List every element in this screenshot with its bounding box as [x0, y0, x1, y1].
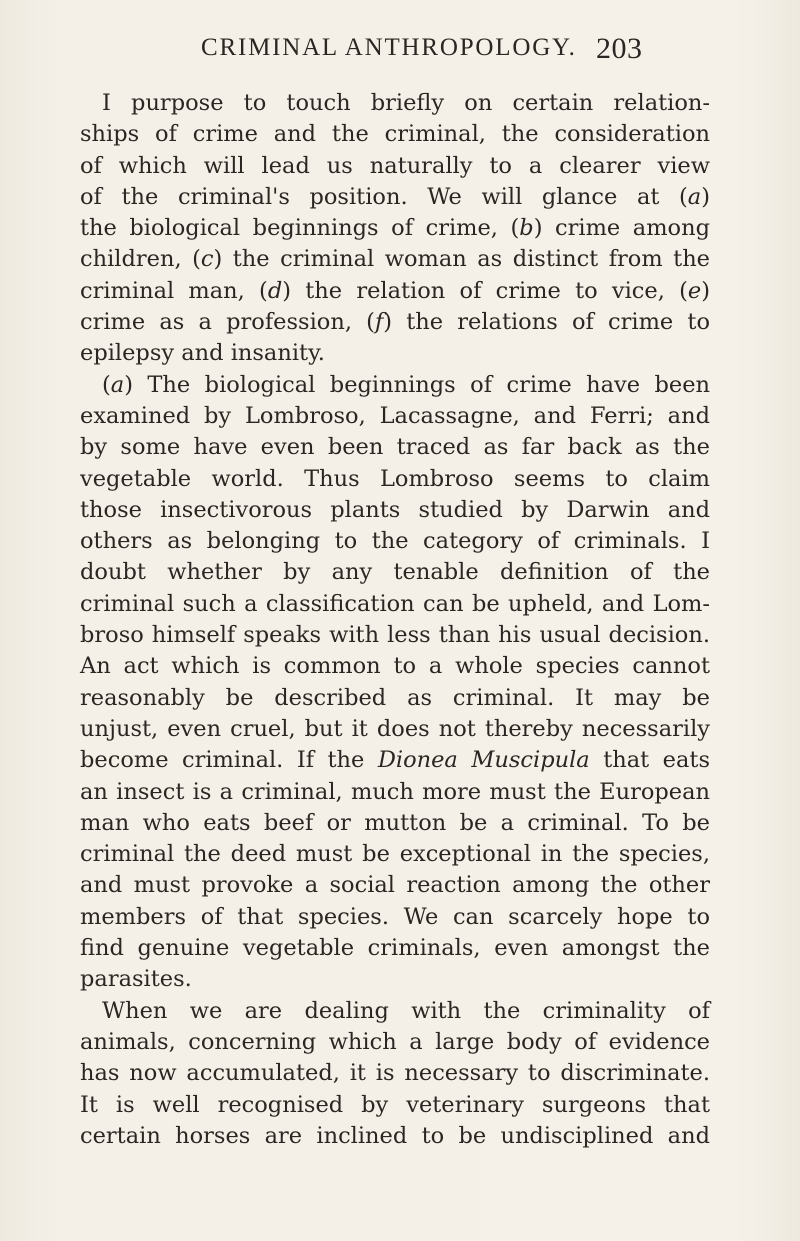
- text-line: the biological beginnings of crime, (b) crime among: [80, 215, 710, 242]
- text-line: It is well recognised by veterinary surgeons that: [80, 1091, 710, 1118]
- text-line: ships of crime and the criminal, the consideration: [80, 121, 710, 148]
- text-line: those insectivorous plants studied by Darwin and: [80, 496, 710, 523]
- text-line: become criminal. If the Dionea Muscipula that eats: [80, 747, 710, 774]
- text-line: reasonably be described as criminal. It may be: [80, 684, 710, 711]
- text-line: unjust, even cruel, but it does not thereby necessarily: [80, 715, 710, 742]
- text-line: criminal the deed must be exceptional in the species,: [80, 841, 710, 868]
- text-line: an insect is a criminal, much more must the European: [80, 778, 710, 805]
- text-line: examined by Lombroso, Lacassagne, and Ferri; and: [80, 402, 710, 429]
- text-line: broso himself speaks with less than his usual decision.: [80, 622, 710, 649]
- text-line: find genuine vegetable criminals, even amongst the: [80, 935, 710, 962]
- text-line: certain horses are inclined to be undisciplined and: [80, 1122, 710, 1149]
- text-line: epilepsy and insanity.: [80, 340, 325, 367]
- text-line: children, (c) the criminal woman as distinct from the: [80, 246, 710, 273]
- body-text: [80, 88, 710, 1152]
- text-line: members of that species. We can scarcely hope to: [80, 903, 710, 930]
- text-line: has now accumulated, it is necessary to discriminate.: [80, 1060, 710, 1087]
- text-line: I purpose to touch briefly on certain relation-: [102, 90, 710, 116]
- text-line: man who eats beef or mutton be a criminal. To be: [80, 809, 710, 836]
- running-head: [0, 32, 800, 72]
- page-number: 203: [596, 32, 643, 65]
- text-line: criminal man, (d) the relation of crime to vice, (e): [80, 277, 710, 304]
- text-line: crime as a profession, (f) the relations of crime to: [80, 309, 710, 336]
- text-line: parasites.: [80, 966, 192, 993]
- text-line: When we are dealing with the criminality of: [102, 997, 710, 1024]
- text-line: An act which is common to a whole species cannot: [80, 653, 710, 680]
- text-line: criminal such a classification can be upheld, and Lom-: [80, 590, 710, 617]
- text-line: vegetable world. Thus Lombroso seems to claim: [80, 465, 710, 492]
- text-line: others as belonging to the category of criminals. I: [80, 528, 710, 555]
- text-line: of which will lead us naturally to a clearer view: [80, 152, 710, 179]
- text-line: of the criminal's position. We will glance at (a): [80, 183, 710, 210]
- text-line: (a) The biological beginnings of crime have been: [102, 371, 710, 398]
- text-line: by some have even been traced as far back as the: [80, 434, 710, 461]
- text-line: and must provoke a social reaction among the other: [80, 872, 710, 899]
- text-line: animals, concerning which a large body of evidence: [80, 1028, 710, 1055]
- text-line: doubt whether by any tenable definition of the: [80, 559, 710, 586]
- running-title: CRIMINAL ANTHROPOLOGY.: [201, 34, 577, 61]
